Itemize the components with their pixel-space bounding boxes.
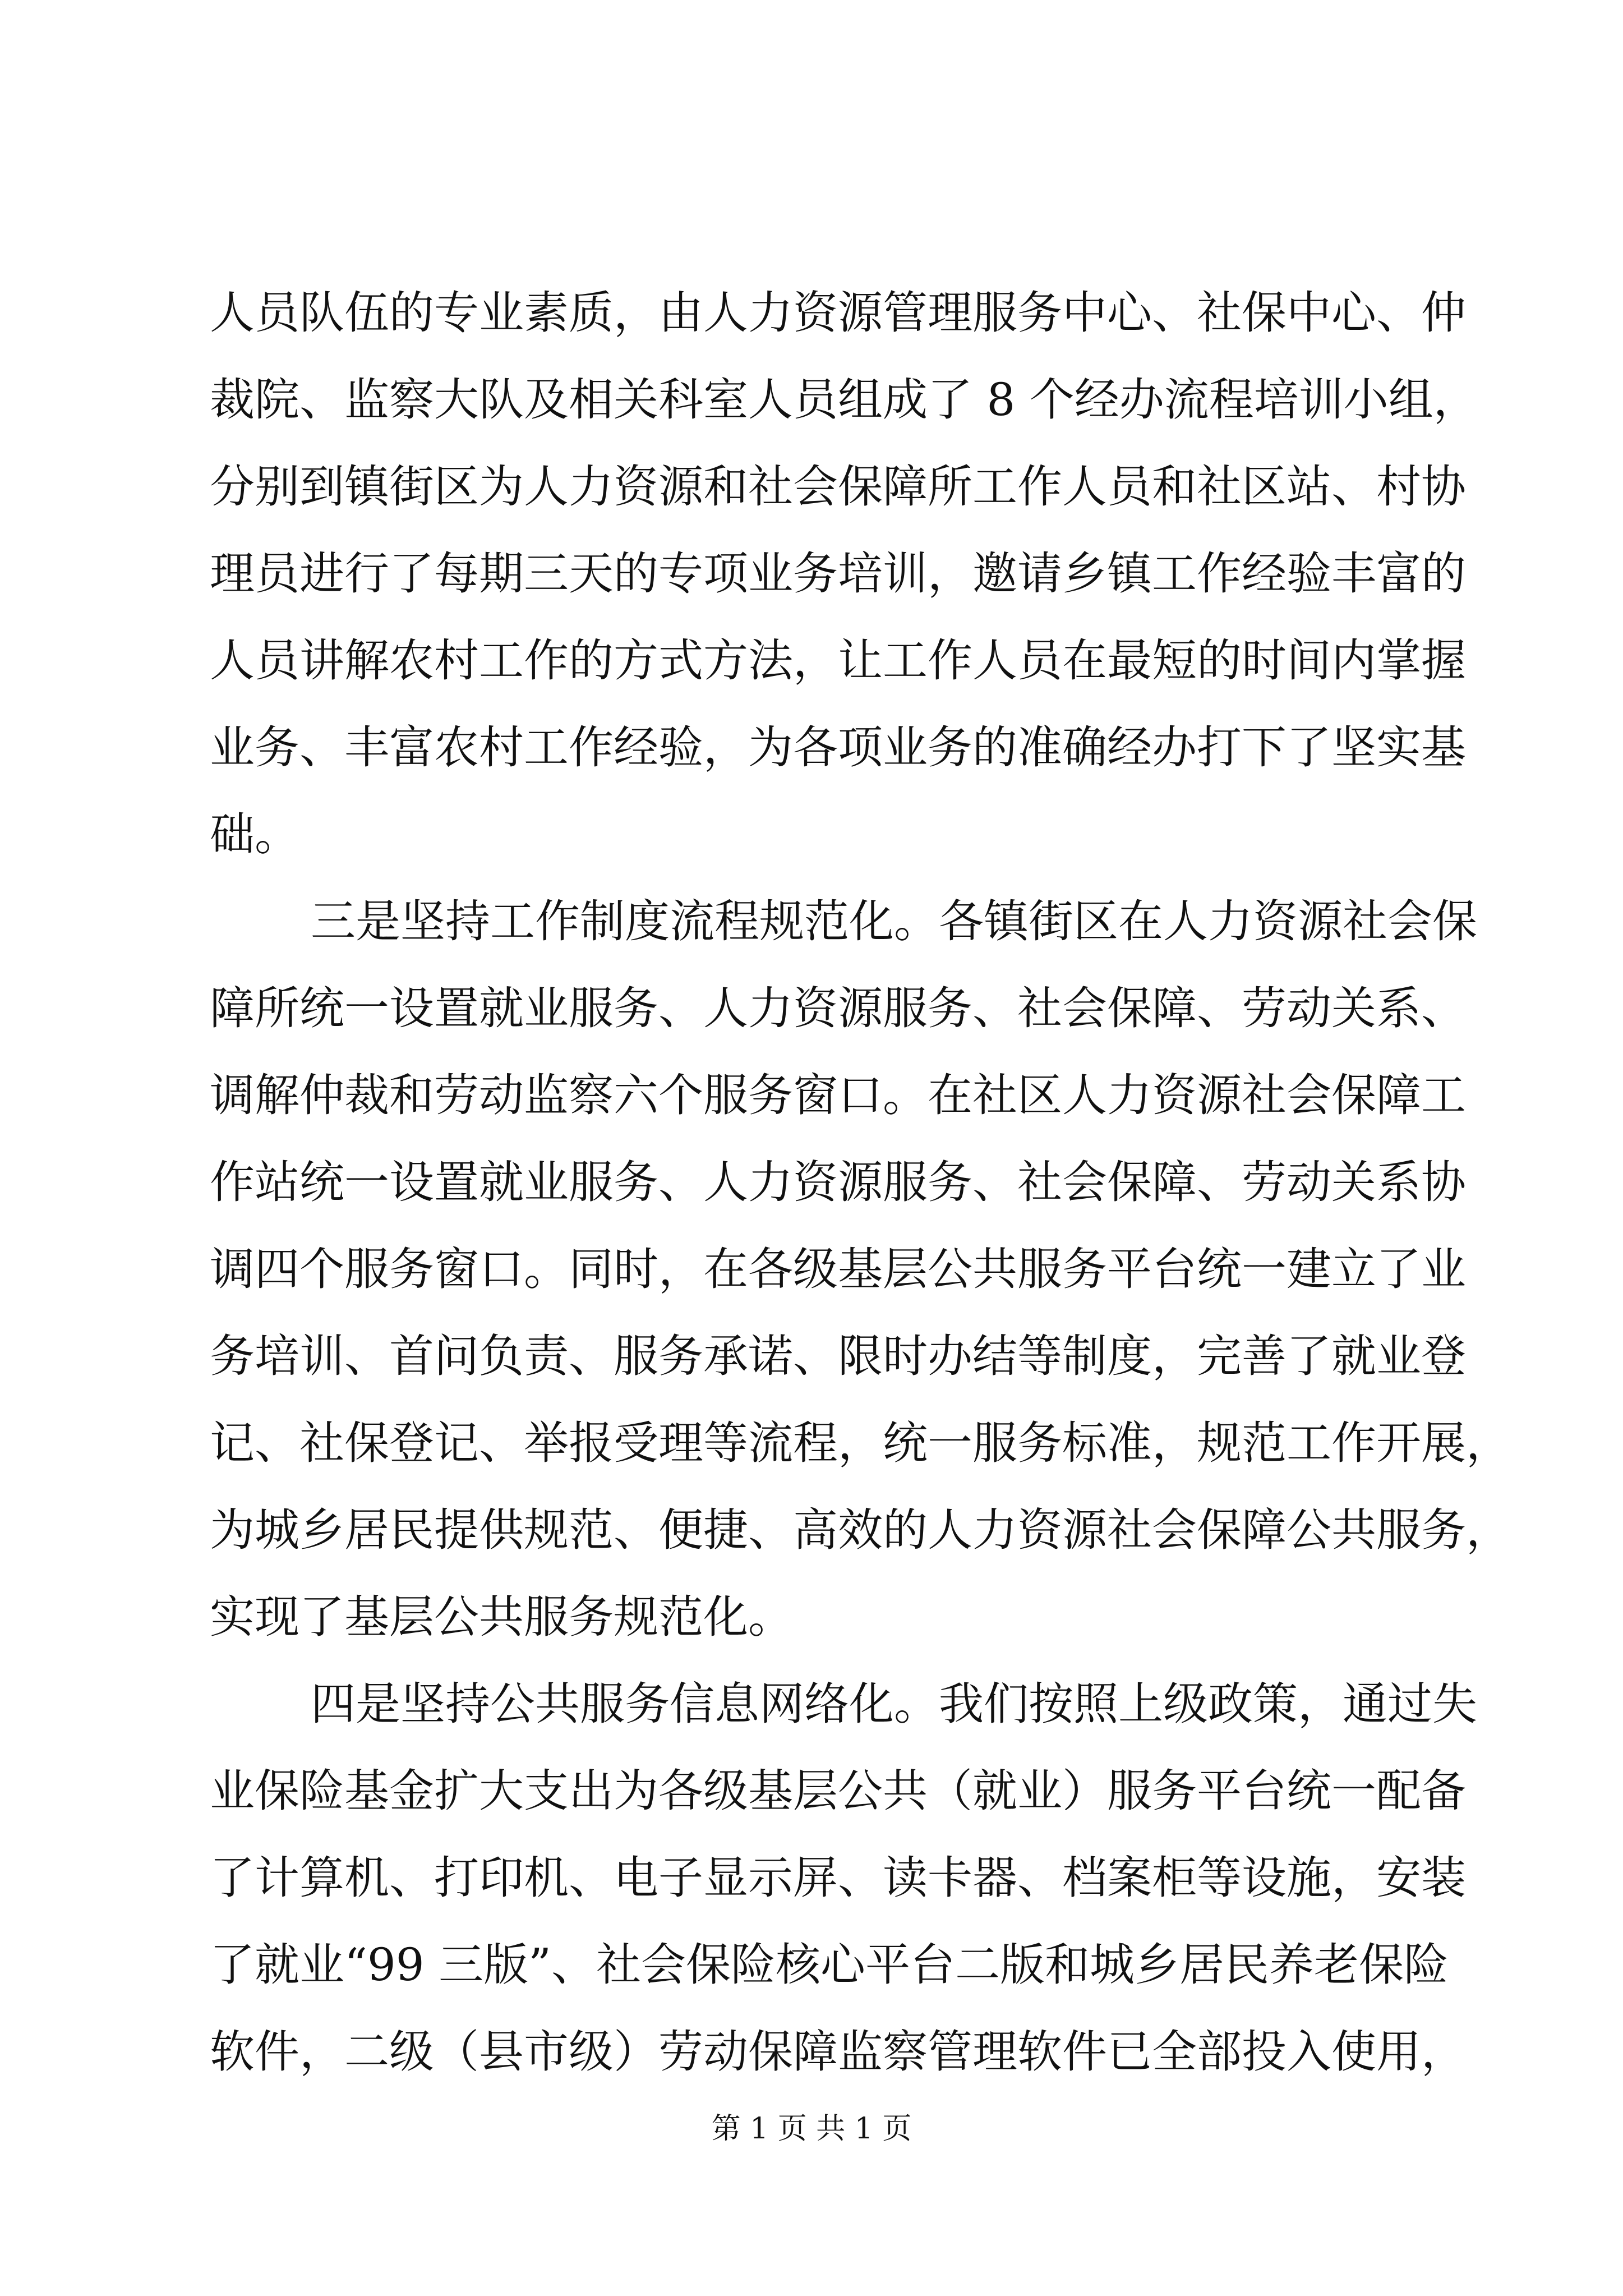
text-line: 业保险基金扩大支出为各级基层公共（就业）服务平台统一配备 — [210, 1765, 1466, 1817]
text-line: 调解仲裁和劳动监察六个服务窗口。在社区人力资源社会保障工 — [210, 1069, 1466, 1121]
document-body — [210, 269, 1511, 2095]
paragraph-start-line: 三是坚持工作制度流程规范化。各镇街区在人力资源社会保 — [311, 895, 1477, 947]
text-line: 作站统一设置就业服务、人力资源服务、社会保障、劳动关系协 — [210, 1156, 1466, 1208]
text-line: 障所统一设置就业服务、人力资源服务、社会保障、劳动关系、 — [210, 982, 1466, 1034]
text-line: 记、社保登记、举报受理等流程，统一服务标准，规范工作开展， — [210, 1417, 1511, 1469]
text-line: 了计算机、打印机、电子显示屏、读卡器、档案柜等设施，安装 — [210, 1852, 1466, 1904]
page-number-footer: 第 1 页 共 1 页 — [711, 2112, 912, 2146]
text-line: 础。 — [210, 808, 299, 861]
text-line: 务培训、首问负责、服务承诺、限时办结等制度，完善了就业登 — [210, 1330, 1466, 1382]
text-line: 裁院、监察大队及相关科室人员组成了 8 个经办流程培训小组， — [210, 374, 1478, 426]
text-line: 人员讲解农村工作的方式方法，让工作人员在最短的时间内掌握 — [210, 634, 1466, 687]
text-line: 理员进行了每期三天的专项业务培训，邀请乡镇工作经验丰富的 — [210, 547, 1466, 600]
paragraph-start-line: 四是坚持公共服务信息网络化。我们按照上级政策，通过失 — [311, 1678, 1477, 1730]
text-line: 人员队伍的专业素质，由人力资源管理服务中心、社保中心、仲 — [210, 287, 1466, 339]
text-line: 调四个服务窗口。同时，在各级基层公共服务平台统一建立了业 — [210, 1243, 1466, 1295]
text-line: 业务、丰富农村工作经验，为各项业务的准确经办打下了坚实基 — [210, 721, 1466, 774]
text-line: 为城乡居民提供规范、便捷、高效的人力资源社会保障公共服务， — [210, 1504, 1511, 1556]
text-line: 了就业“99 三版”、社会保险核心平台二版和城乡居民养老保险 — [210, 1939, 1449, 1991]
text-line: 软件，二级（县市级）劳动保障监察管理软件已全部投入使用， — [210, 2026, 1466, 2078]
text-line: 实现了基层公共服务规范化。 — [210, 1591, 793, 1643]
text-line: 分别到镇街区为人力资源和社会保障所工作人员和社区站、村协 — [210, 461, 1466, 513]
